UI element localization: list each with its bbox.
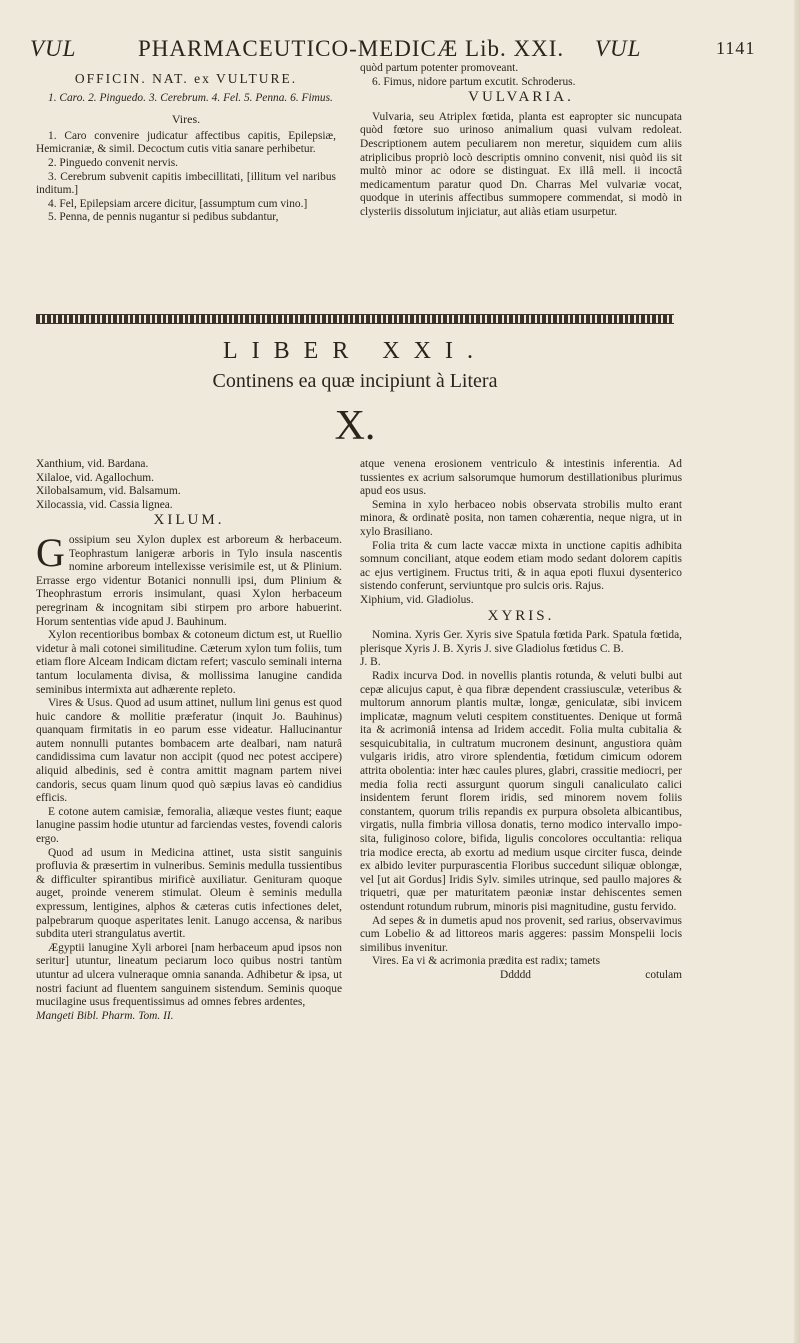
vulvaria-text: Vulvaria, seu Atriplex fœtida, planta est eapropter sic nuncupata quòd fœtore suo urinoso animalium quasi vulvam redoleat. Descriptionem autem peculiarem non meretur, siquidem cum aliis atriplicibus propriò locò descriptis omnino convenit, nisi quòd iis sit multò minor ac odore se distinguat. Ex illâ mell. ii incoctâ medicamentum paratur quod Dn. Charras Mel vulvariæ vocat, quodque in uterinis affectibus summopere commendat, si modò in clysteriis dissolutum injiciatur, aut aliàs etiam usurpetur.: [360, 110, 682, 218]
xref-xilaloe: Xilaloe, vid. Agallochum.: [36, 471, 154, 484]
vultur-item-2: 2. Pinguedo convenit nervis.: [48, 156, 179, 169]
vires-title: Vires.: [171, 112, 201, 127]
vultur-section: [36, 70, 336, 225]
xilum-title: XILUM.: [153, 512, 225, 529]
xilum-paragraph-2: Xylon recentioribus bombax & cotoneum dictum est, ut Ruellio videtur à mali cotonei similitudine. Cæterum xylon tum foliis, tum etiam flore Alceam Indicam dictam refert; vasculo seminali interna tantum loculamenta divisa, & mollissima lanugine candida seminibus intermixta aut adhærente repleto.: [36, 629, 342, 696]
ornamental-rule: [36, 314, 674, 324]
vultur-item-6: 6. Fimus, nidore partum excutit. Schroderus.: [372, 75, 576, 88]
header-left: VUL: [30, 36, 77, 61]
drop-capital: G: [36, 529, 65, 575]
xyris-title: XYRIS.: [487, 607, 555, 624]
xyris-description: Radix incurva Dod. in novellis plantis rotunda, & veluti bulbi aut cepæ alicujus caput, è qua fibræ dependent crassiusculæ, veteribus & multorum annorum plantis multæ, longæ, geniculatæ, sibi invicem implicatæ, magnum veluti cespitem constituentes. Denique ut formâ ita & acrimoniâ intensa ad Iridem accedit. Folia multa cubitalia & sesquicubitalia, in cultratum mucronem desinunt, angustiora quàm vulgaris iridis, atro virore splendentia, fœtidum cimicum odorem attrita obolentia: inter hæc caules plures, glabri, crassitie mediocri, per media folia recti assurgunt quorum singuli canaliculato calici insidentem ferunt florem iridis, sed minorem novem foliis constantem, quorum trilis repandis ex purpura obsoleta albicantibus, virgatis, nulla fimbria villosa donatis, terno modico intervallo impo- sita, fuliginoso colore, bifida, ligulis concolores occultantia: reliqua tria modice erecta, ab exortu ad medium usque circiter fusca, deinde ex albido leviter purpurascentia Floribus succedunt siliquæ oblongæ, vel [ut ait Gordus] Iridis Sylv. similes utrinque, sed paullo majores & triquetri, quæ per maturitatem pæoniæ instar dehiscentes semen ostendunt rotundum rubrum, minoris pisi magnitudine, gustu fervido.: [360, 669, 682, 913]
xilum-cont-3: Folia trita & cum lacte vaccæ mixta in unctione capitis adhibita somnum conciliant, atque eodem etiam modo sedant dolorem capitis ac ejus vertiginem. Fructus triti, & in aqua epoti fluxui dysenterico sistendo conferunt, serviuntque pro sulcis oris. Rajus.: [360, 539, 682, 593]
xyris-nomina: Nomina. Xyris Ger. Xyris sive Spatula fœtida Park. Spatula fœtida, plerisque Xyris J. B. Xyris J. sive Gladiolus fœtidus C. B.: [360, 629, 682, 655]
xref-xilocassia: Xilocassia, vid. Cassia lignea.: [36, 498, 173, 511]
vultur-title: OFFICIN. NAT. ex VULTURE.: [74, 71, 298, 86]
xyris-vires: Vires. Ea vi & acrimonia prædita est radix; tamets: [372, 955, 601, 968]
vulvaria-section: [360, 62, 682, 220]
vultur-item-4: 4. Fel, Epilepsiam arcere dicitur, [assumptum cum vino.]: [48, 197, 308, 210]
header-right: VUL: [595, 36, 642, 61]
vultur-item-1: 1. Caro convenire judicatur affectibus capitis, Epilepsiæ, Hemicraniæ, & simil. Decoctum cutis vitia sanare perhibetur.: [36, 129, 336, 156]
vultur-item-5: 5. Penna, de pennis nugantur si pedibus subdantur,: [48, 211, 279, 224]
xilum-cont-2: Semina in xylo herbaceo nobis observata strobilis multo erant minora, & ordinatè posita, non tamen cohærentia, neque nigra, ut in xylo Brasiliano.: [360, 498, 682, 538]
right-column: [360, 458, 682, 983]
xref-xilobalsamum: Xilobalsamum, vid. Balsamum.: [36, 485, 181, 498]
vultur-item-3: 3. Cerebrum subvenit capitis imbecillitati, [illitum vel naribus inditum.]: [36, 170, 336, 197]
xref-xiphium: Xiphium, vid. Gladiolus.: [360, 593, 474, 606]
vultur-continuation: quòd partum potenter promoveant.: [360, 62, 519, 74]
xilum-paragraph-1: [36, 529, 342, 629]
header-center: PHARMACEUTICO-MEDICÆ Lib. XXI.: [138, 36, 565, 61]
vultur-list: 1. Caro. 2. Pinguedo. 3. Cerebrum. 4. Fel. 5. Penna. 6. Fimus.: [48, 91, 333, 104]
page-edge: [794, 0, 800, 1343]
section-letter: X.: [334, 403, 376, 449]
book-subtitle: Continens ea quæ incipiunt à Litera: [212, 370, 498, 392]
page-signature-line: [360, 969, 682, 983]
vulvaria-title: VULVARIA.: [468, 89, 574, 106]
xyris-locus: Ad sepes & in dumetis apud nos provenit, sed rarius, observavimus cum Lobelio & ad littoreos maris aggeres: passim Monspelii locis similibus invenitur.: [360, 914, 682, 954]
catchword: cotulam: [645, 968, 682, 981]
xilum-paragraph-6: Ægyptii lanugine Xyli arborei [nam herbaceum apud ipsos non seritur] utuntur, lineatum peciarum loco quibus nostri tantùm utuntur ad ulcera vulneraque omnia sananda. Adhibetur & ipsa, ut nostri faciunt ad fluentem sanguinem sistendum. Seminis quoque mucilagine usus frequentissimus ad omnes febres ardentes,: [36, 941, 342, 1009]
xilum-text-1: ossipium seu Xylon duplex est arboreum & herbaceum. Teophrastum lanigeræ arboris in Tylo insula nascentis nomine arboreum intellexisse verisimile est, ut & Plinium. Errasse ergo videntur Botanici nonnulli ipsi, dum Plinium & Theophrastum erroris insimulant, quasi Xylon herbaceum peregrinam & incognitam sibi stirpem pro arbore habuerint. Horum sententias vide apud J. Bauhinum.: [36, 533, 342, 628]
signature-mark: Ddddd: [500, 968, 532, 981]
page-number: 1141: [716, 38, 756, 58]
xilum-paragraph-3: Vires & Usus. Quod ad usum attinet, nullum lini genus est quod huic candore & mollitie præferatur (inquit Jo. Bauhinus) quanquam firmitatis in eo parum esse videatur. Hallucinantur autem nonnulli putantes bombacem arte dealbari, nam naturâ candidissima cum lavatur non accipit (quod nec potest accipere) aliquid albedinis, sed è contra amittit magnam partem nivei candoris, secus quam linum quod quò sæpius lavas eò candidius efficis.: [36, 697, 342, 805]
left-column: [36, 458, 342, 1023]
xilum-paragraph-5: Quod ad usum in Medicina attinet, usta sistit sanguinis profluvia & præsertim in vulneribus. Seminis medulla tussientibus & difficulter spirantibus mirificè auxiliatur. Genituram quoque auget, proinde venerem stimulat. Oleum è seminis medulla expressum, lentigines, alphos & cæteras cutis infectiones delet, palpebrarum quoque asperitates lenit. Lanugo accensa, & naribus subdita uteri strangulatus avertit.: [36, 846, 342, 941]
book-title: LIBER XXI.: [223, 338, 487, 364]
signature-footer: Mangeti Bibl. Pharm. Tom. II.: [36, 1009, 174, 1022]
xilum-paragraph-4: E cotone autem camisiæ, femoralia, aliæque vestes fiunt; eaque lanugine passim hodie utuntur ad farciendas vestes, fovendi caloris ergo.: [36, 805, 342, 846]
xref-xanthium: Xanthium, vid. Bardana.: [36, 458, 149, 470]
xyris-jb: J. B.: [360, 656, 381, 669]
xilum-cont-1: atque venena erosionem ventriculo & intestinis inferentia. Ad tussientes ex acrium salsorumque humorum destillationibus plurimus apud eos usus.: [360, 458, 682, 498]
